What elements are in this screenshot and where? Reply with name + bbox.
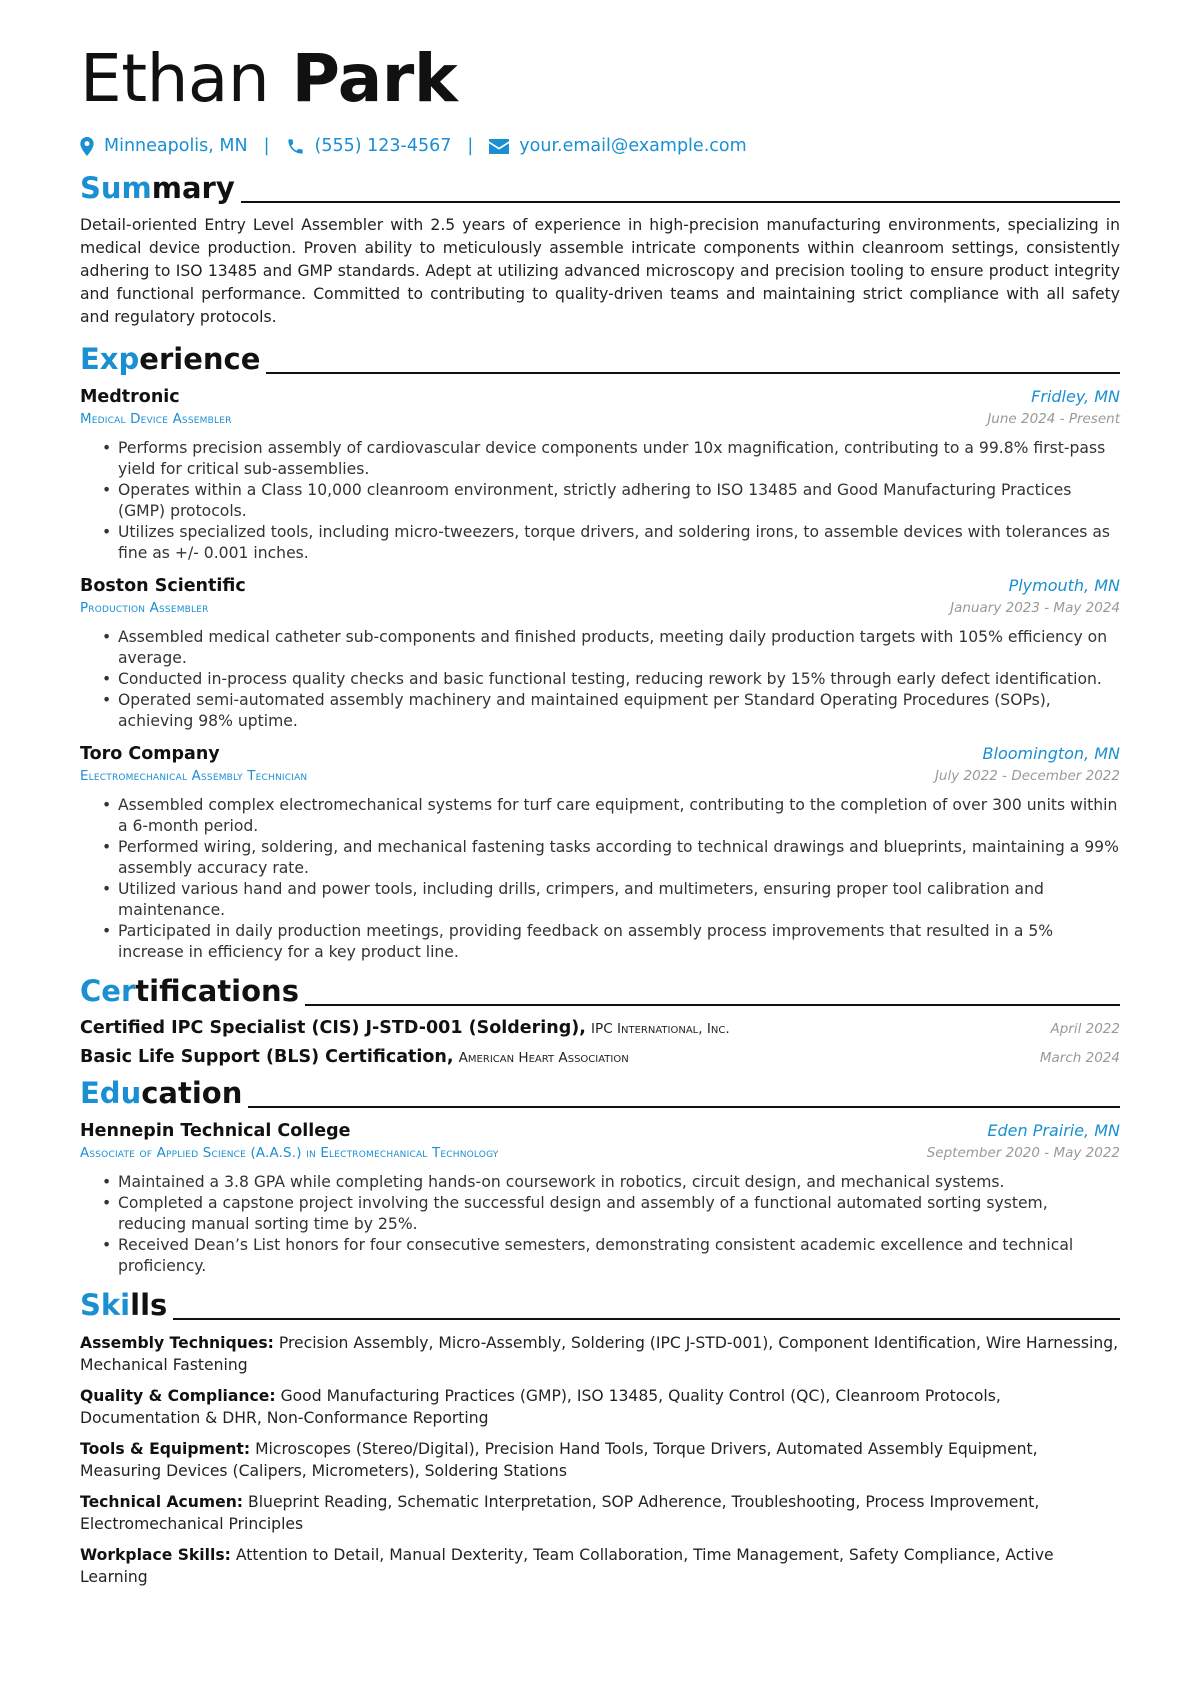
- location-text: Minneapolis, MN: [104, 136, 248, 156]
- email-text: your.email@example.com: [519, 136, 747, 156]
- bullet-item: • Performed wiring, soldering, and mechanical fastening tasks according to technical drawings and blueprints, maintaining a 99% assembly accuracy rate.: [102, 837, 1120, 879]
- skill-group: [80, 1491, 1120, 1535]
- contact-location: [80, 136, 248, 156]
- certification-date: March 2024: [1039, 1050, 1120, 1066]
- skill-group: [80, 1438, 1120, 1482]
- job-entry: [80, 742, 1120, 963]
- skill-category: Technical Acumen:: [80, 1493, 244, 1511]
- summary-text: Detail-oriented Entry Level Assembler with 2.5 years of experience in high-precision manufacturing environments, specializing in medical device production. Proven ability to meticulously assemble intricate components within cleanroom settings, consistently adhering to ISO 13485 and GMP standards. Adept at utilizing advanced microscopy and precision tooling to ensure product integrity and functional performance. Committed to contributing to quality-driven teams and maintaining strict compliance with all safety and regulatory protocols.: [80, 216, 1120, 326]
- certification-item: [80, 1018, 1120, 1038]
- school-name: Hennepin Technical College: [80, 1121, 351, 1141]
- bullet-item: • Assembled medical catheter sub-components and finished products, meeting daily production targets with 105% efficiency on average.: [102, 627, 1120, 669]
- bullet-item: • Maintained a 3.8 GPA while completing hands-on coursework in robotics, circuit design, and mechanical systems.: [102, 1172, 1120, 1193]
- job-dates: July 2022 - December 2022: [934, 768, 1120, 784]
- resume-content: [80, 38, 1120, 1588]
- certifications-heading: [80, 973, 1120, 1009]
- certification-issuer: American Heart Association: [458, 1050, 629, 1066]
- skill-group: [80, 1332, 1120, 1376]
- section-divider: [305, 1004, 1120, 1006]
- education-entry: [80, 1119, 1120, 1277]
- summary-heading: [80, 170, 1120, 206]
- bullet-item: • Completed a capstone project involving the successful design and assembly of a functional automated sorting system, reducing manual sorting time by 25%.: [102, 1193, 1120, 1235]
- certification-name: Basic Life Support (BLS) Certification: [80, 1047, 447, 1067]
- job-dates: June 2024 - Present: [987, 411, 1120, 427]
- phone-icon: [286, 137, 305, 156]
- bullet-item: • Utilized various hand and power tools, including drills, crimpers, and multimeters, ensuring proper tool calibration and maintenance.: [102, 879, 1120, 921]
- certification-issuer: IPC International, Inc.: [590, 1021, 730, 1037]
- section-title-education: Education: [80, 1076, 243, 1110]
- skill-items: Precision Assembly, Micro-Assembly, Soldering (IPC J-STD-001), Component Identification, Wire Harnessing, Mechanical Fastening: [80, 1334, 1119, 1374]
- job-company: Medtronic: [80, 387, 180, 407]
- job-bullets: [80, 438, 1120, 564]
- candidate-name: [80, 38, 1120, 120]
- job-dates: January 2023 - May 2024: [950, 600, 1120, 616]
- section-divider: [248, 1106, 1120, 1108]
- job-location: Bloomington, MN: [982, 744, 1120, 763]
- job-title: Medical Device Assembler: [80, 412, 232, 427]
- certification-comma: ,: [579, 1018, 586, 1038]
- section-title-certifications: Certifications: [80, 974, 299, 1008]
- skill-group: [80, 1544, 1120, 1588]
- skills-heading: [80, 1287, 1120, 1323]
- bullet-item: • Operated semi-automated assembly machinery and maintained equipment per Standard Operating Procedures (SOPs), achieving 98% uptime.: [102, 690, 1120, 732]
- skill-category: Tools & Equipment:: [80, 1440, 251, 1458]
- job-company: Toro Company: [80, 744, 220, 764]
- contact-separator: |: [467, 136, 474, 156]
- job-entry: [80, 574, 1120, 732]
- envelope-icon: [489, 139, 509, 154]
- job-location: Fridley, MN: [1031, 387, 1120, 406]
- job-entry: [80, 385, 1120, 564]
- bullet-item: • Assembled complex electromechanical systems for turf care equipment, contributing to the completion of over 300 units within a 6-month period.: [102, 795, 1120, 837]
- bullet-item: • Operates within a Class 10,000 cleanroom environment, strictly adhering to ISO 13485 and Good Manufacturing Practices (GMP) protocols.: [102, 480, 1120, 522]
- job-title: Production Assembler: [80, 601, 209, 616]
- first-name: Ethan: [80, 40, 270, 117]
- experience-heading: [80, 341, 1120, 377]
- job-location: Plymouth, MN: [1008, 576, 1120, 595]
- skill-category: Quality & Compliance:: [80, 1387, 276, 1405]
- certification-item: [80, 1047, 1120, 1067]
- bullet-item: • Performs precision assembly of cardiovascular device components under 10x magnification, contributing to a 99.8% first-pass yield for critical sub-assemblies.: [102, 438, 1120, 480]
- contact-email[interactable]: [489, 136, 746, 156]
- degree-title: Associate of Applied Science (A.A.S.) in Electromechanical Technology: [80, 1146, 499, 1161]
- section-title-experience: Experience: [80, 342, 261, 376]
- contact-line: [80, 134, 1120, 158]
- school-location: Eden Prairie, MN: [987, 1121, 1120, 1140]
- section-divider: [241, 201, 1120, 203]
- section-title-skills: Skills: [80, 1288, 168, 1322]
- education-dates: September 2020 - May 2022: [926, 1145, 1120, 1161]
- education-heading: [80, 1075, 1120, 1111]
- education-bullets: [80, 1172, 1120, 1277]
- map-pin-icon: [80, 137, 94, 156]
- job-bullets: [80, 627, 1120, 732]
- last-name: Park: [291, 40, 458, 117]
- certification-comma: ,: [446, 1047, 454, 1067]
- section-divider: [173, 1318, 1120, 1320]
- section-divider: [266, 372, 1120, 374]
- contact-separator: |: [263, 136, 270, 156]
- skill-items: Blueprint Reading, Schematic Interpretation, SOP Adherence, Troubleshooting, Process Improvement, Electromechanical Principles: [80, 1493, 1040, 1533]
- job-bullets: [80, 795, 1120, 963]
- bullet-item: • Conducted in-process quality checks and basic functional testing, reducing rework by 15% through early defect identification.: [102, 669, 1120, 690]
- contact-phone[interactable]: [286, 136, 452, 156]
- bullet-item: • Participated in daily production meetings, providing feedback on assembly process improvements that resulted in a 5% increase in efficiency for a key product line.: [102, 921, 1120, 963]
- certification-date: April 2022: [1050, 1021, 1120, 1037]
- bullet-item: • Received Dean’s List honors for four consecutive semesters, demonstrating consistent academic excellence and technical proficiency.: [102, 1235, 1120, 1277]
- skill-category: Assembly Techniques:: [80, 1334, 274, 1352]
- bullet-item: • Utilizes specialized tools, including micro-tweezers, torque drivers, and soldering irons, to assemble devices with tolerances as fine as +/- 0.001 inches.: [102, 522, 1120, 564]
- phone-text: (555) 123-4567: [314, 136, 452, 156]
- job-company: Boston Scientific: [80, 576, 246, 596]
- skill-items: Attention to Detail, Manual Dexterity, Team Collaboration, Time Management, Safety Compliance, Active Learning: [80, 1546, 1054, 1586]
- section-title-summary: Summary: [80, 171, 235, 205]
- certification-name: Certified IPC Specialist (CIS) J-STD-001 (Soldering): [80, 1018, 580, 1038]
- skill-items: Microscopes (Stereo/Digital), Precision Hand Tools, Torque Drivers, Automated Assembly Equipment, Measuring Devices (Calipers, Micrometers), Soldering Stations: [80, 1440, 1038, 1480]
- skill-group: [80, 1385, 1120, 1429]
- skill-items: Good Manufacturing Practices (GMP), ISO 13485, Quality Control (QC), Cleanroom Protocols, Documentation & DHR, Non-Conformance Reporting: [80, 1387, 1001, 1427]
- skill-category: Workplace Skills:: [80, 1546, 231, 1564]
- job-title: Electromechanical Assembly Technician: [80, 769, 308, 784]
